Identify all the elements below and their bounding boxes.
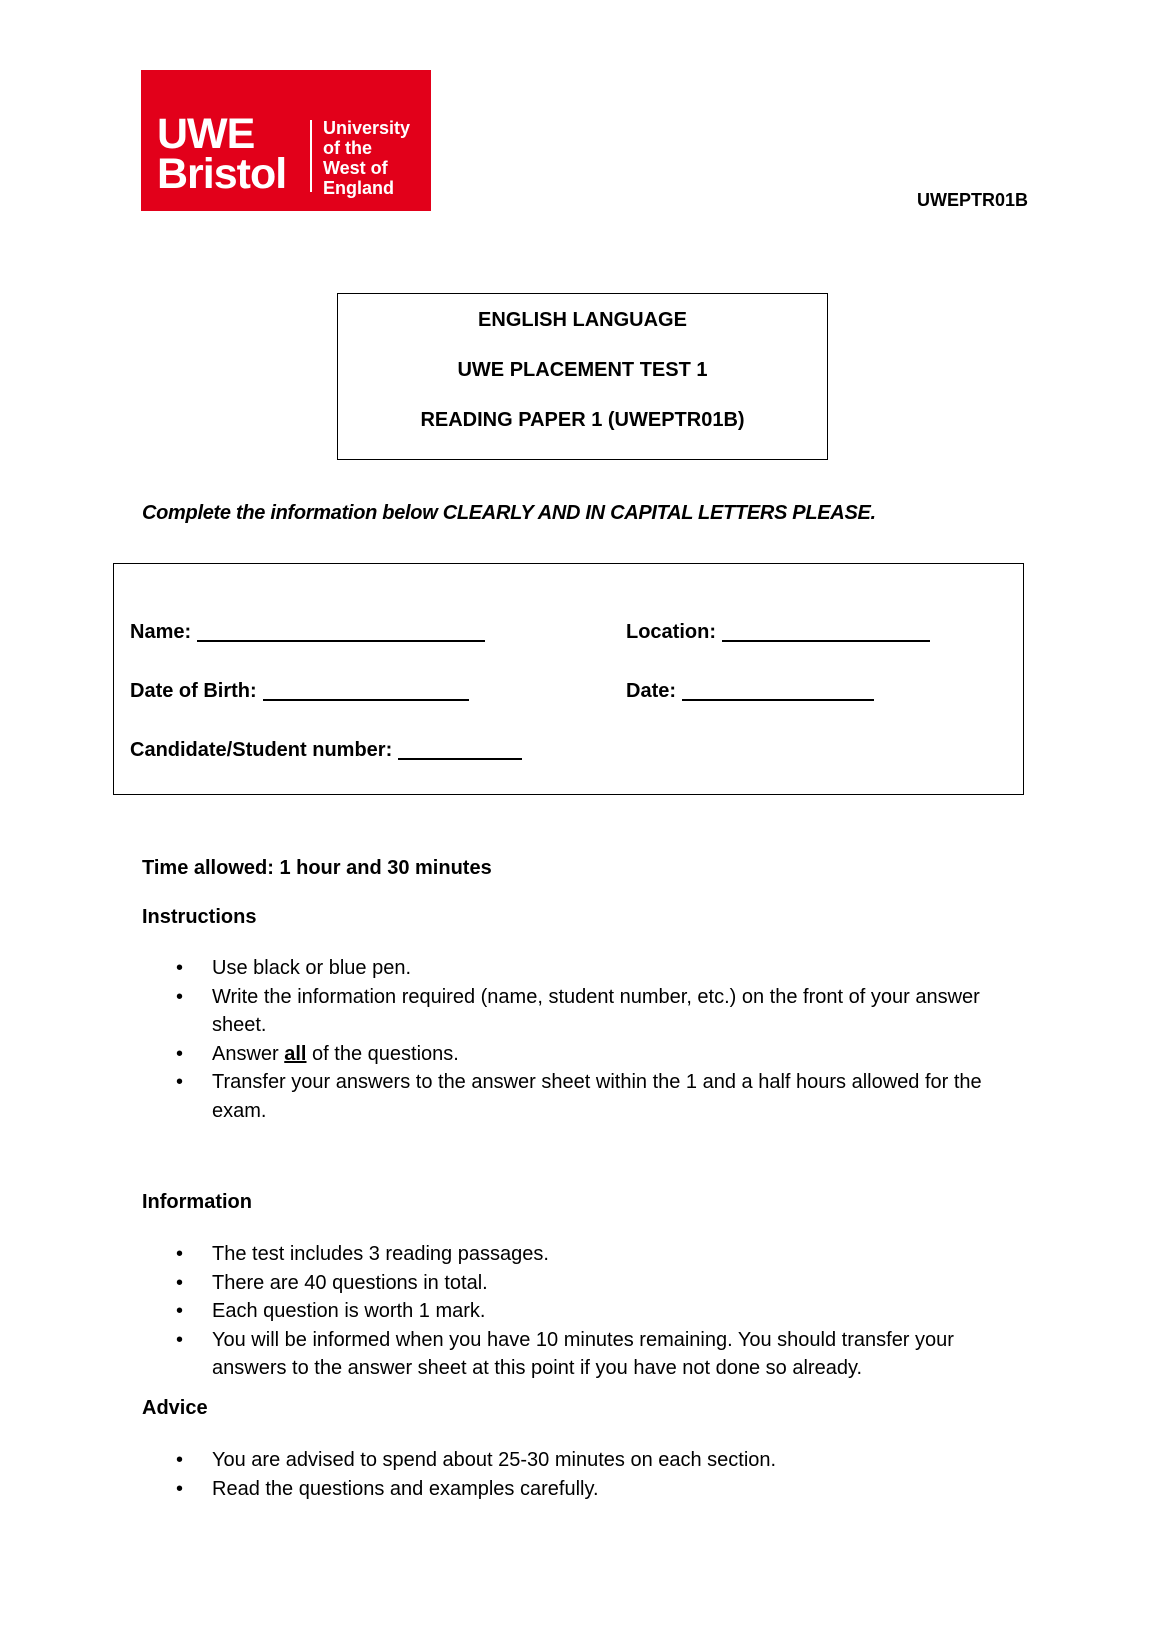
title-line-1: ENGLISH LANGUAGE: [478, 309, 687, 331]
list-item: • Each question is worth 1 mark.: [170, 1297, 1020, 1326]
list-item: • The test includes 3 reading passages.: [170, 1240, 1020, 1269]
advice-list: [170, 1446, 1020, 1503]
list-item: • You are advised to spend about 25-30 minutes on each section.: [170, 1446, 1020, 1475]
list-item: • Use black or blue pen.: [170, 954, 1020, 983]
logo-university-name: University of the West of England: [323, 118, 411, 198]
instructions-list: [170, 954, 1020, 1125]
advice-heading: Advice: [142, 1397, 208, 1419]
title-box: [337, 293, 828, 460]
logo-wordmark: UWE Bristol: [157, 110, 287, 198]
dob-field[interactable]: [130, 679, 469, 703]
name-field[interactable]: [130, 620, 485, 644]
uwe-bristol-logo: [141, 70, 431, 211]
date-label: Date:: [626, 680, 677, 702]
name-label: Name:: [130, 621, 192, 643]
emphasis-all: all: [284, 1042, 307, 1065]
candidate-number-line[interactable]: [398, 738, 522, 760]
date-field[interactable]: [626, 679, 874, 703]
location-label: Location:: [626, 621, 716, 643]
list-item: • There are 40 questions in total.: [170, 1269, 1020, 1298]
date-line[interactable]: [682, 679, 874, 701]
candidate-number-label: Candidate/Student number:: [130, 739, 393, 761]
completion-instruction: Complete the information below CLEARLY AND IN CAPITAL LETTERS PLEASE.: [142, 502, 876, 524]
title-line-2: UWE PLACEMENT TEST 1: [457, 359, 708, 381]
information-heading: Information: [142, 1191, 252, 1213]
location-field[interactable]: [626, 620, 930, 644]
title-line-3: READING PAPER 1 (UWEPTR01B): [420, 409, 745, 431]
dob-label: Date of Birth:: [130, 680, 257, 702]
list-item: • Write the information required (name, student number, etc.) on the front of your answer sheet.: [170, 983, 1020, 1040]
candidate-info-box: [113, 563, 1024, 795]
list-item: • Transfer your answers to the answer sheet within the 1 and a half hours allowed for the exam.: [170, 1068, 1020, 1125]
information-list: [170, 1240, 1020, 1383]
logo-divider: [310, 120, 312, 192]
name-line[interactable]: [197, 620, 485, 642]
location-line[interactable]: [722, 620, 930, 642]
dob-line[interactable]: [263, 679, 469, 701]
instructions-heading: Instructions: [142, 906, 257, 928]
list-item: • Answer all of the questions.: [170, 1040, 1020, 1069]
list-item: • You will be informed when you have 10 minutes remaining. You should transfer your answers to the answer sheet at this point if you have not done so already.: [170, 1326, 1020, 1383]
candidate-number-field[interactable]: [130, 738, 522, 762]
paper-code: UWEPTR01B: [916, 190, 1028, 210]
list-item: • Read the questions and examples carefully.: [170, 1475, 1020, 1504]
time-allowed: Time allowed: 1 hour and 30 minutes: [142, 857, 492, 879]
